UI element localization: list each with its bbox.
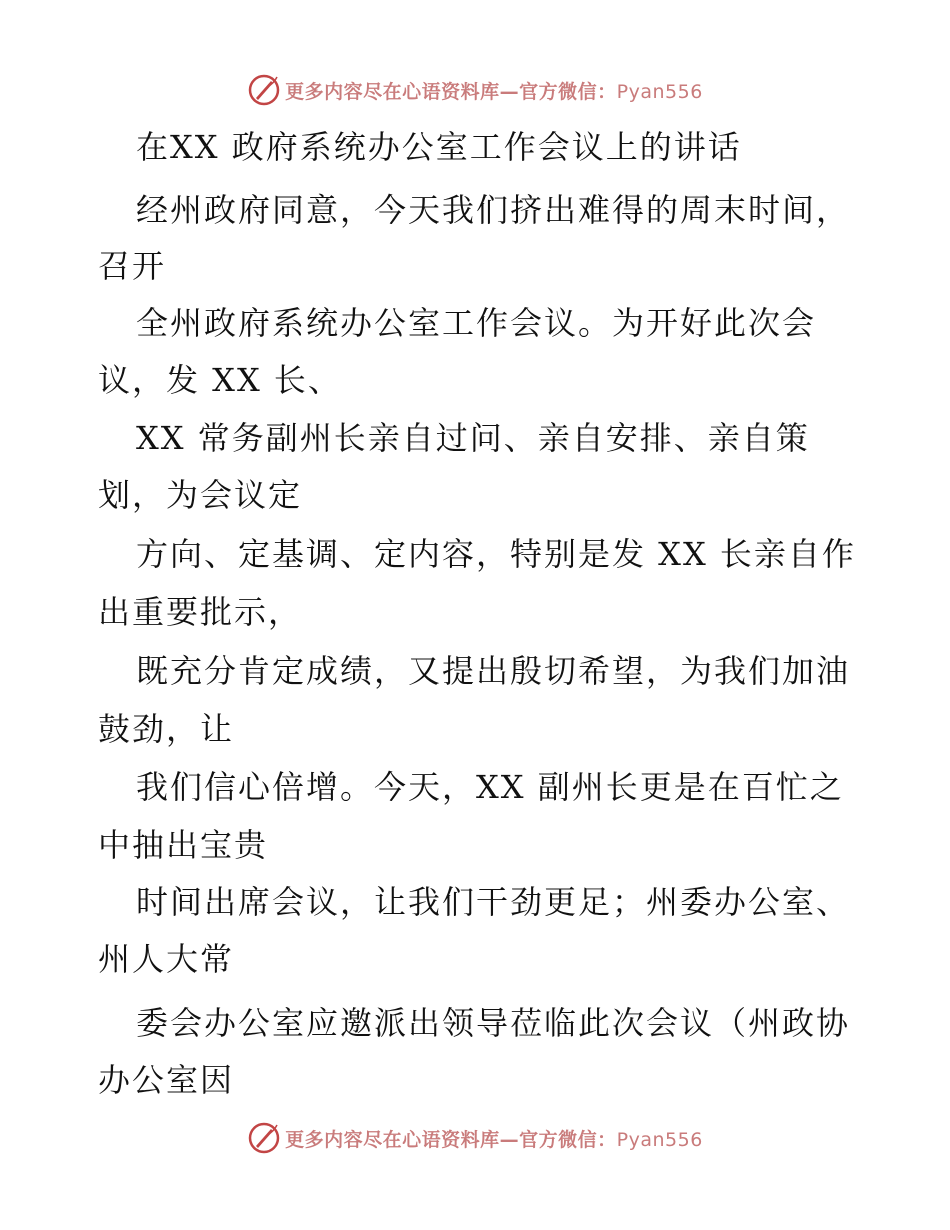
banner-text-en: Pyan556 bbox=[616, 80, 703, 103]
paragraph-line: 委会办公室应邀派出领导莅临此次会议（州政协 bbox=[136, 1004, 851, 1042]
footer-banner bbox=[0, 1118, 950, 1158]
banner-text-en: Pyan556 bbox=[616, 1128, 703, 1151]
paragraph-line: 州人大常 bbox=[98, 940, 235, 978]
banner-text bbox=[285, 77, 703, 104]
quill-pen-icon bbox=[247, 73, 281, 107]
paragraph-line: 全州政府系统办公室工作会议。为开好此次会 bbox=[136, 304, 817, 342]
paragraph-line: 中抽出宝贵 bbox=[98, 826, 269, 864]
banner-text bbox=[285, 1125, 703, 1152]
paragraph-line: 方向、定基调、定内容，特别是发 XX 长亲自作 bbox=[136, 535, 856, 573]
paragraph-line: 时间出席会议，让我们干劲更足；州委办公室、 bbox=[136, 883, 851, 921]
document-title: 在XX 政府系统办公室工作会议上的讲话 bbox=[136, 128, 742, 166]
paragraph-line: 议，发 XX 长、 bbox=[98, 361, 342, 399]
paragraph-line: 划，为会议定 bbox=[98, 476, 303, 514]
quill-pen-icon bbox=[247, 1121, 281, 1155]
paragraph-line: 出重要批示， bbox=[98, 593, 303, 631]
paragraph-line: 我们信心倍增。今天，XX 副州长更是在百忙之 bbox=[136, 768, 844, 806]
paragraph-line: 办公室因 bbox=[98, 1061, 235, 1099]
banner-text-cn: 更多内容尽在心语资料库—官方微信： bbox=[285, 80, 617, 103]
paragraph-line: 召开 bbox=[98, 247, 167, 285]
paragraph-line: 鼓劲，让 bbox=[98, 710, 235, 748]
header-banner bbox=[0, 70, 950, 110]
paragraph-line: 既充分肯定成绩，又提出殷切希望，为我们加油 bbox=[136, 652, 851, 690]
banner-text-cn: 更多内容尽在心语资料库—官方微信： bbox=[285, 1128, 617, 1151]
paragraph-line: 经州政府同意，今天我们挤出难得的周末时间， bbox=[136, 191, 851, 229]
paragraph-line: XX 常务副州长亲自过问、亲自安排、亲自策 bbox=[136, 419, 810, 457]
